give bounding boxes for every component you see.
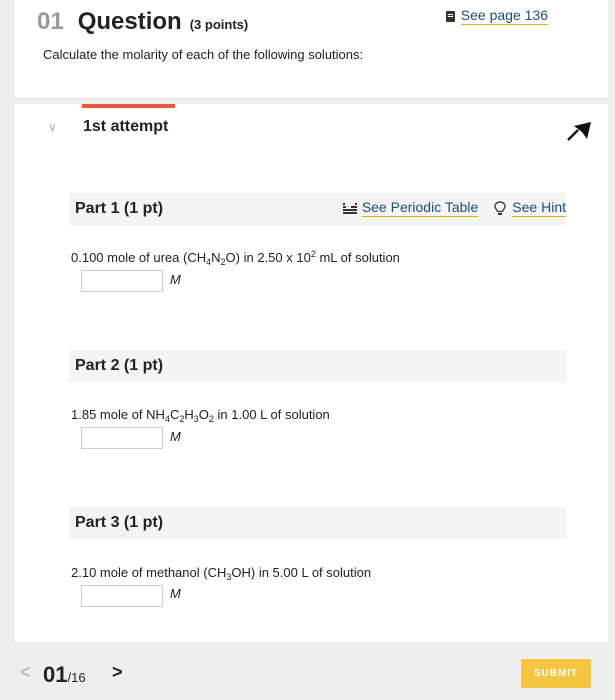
part-1-answer-input[interactable] bbox=[81, 270, 163, 292]
book-icon bbox=[446, 11, 455, 22]
subscript: 3 bbox=[193, 414, 199, 424]
problem-text: 1.85 mole of NH bbox=[71, 407, 165, 422]
part-1-links bbox=[343, 199, 566, 217]
subscript: 4 bbox=[164, 414, 170, 424]
subscript: 2 bbox=[208, 414, 214, 424]
question-word: Question bbox=[77, 8, 182, 35]
chevron-right-icon[interactable]: > bbox=[112, 662, 123, 682]
periodic-table-icon bbox=[343, 202, 357, 214]
subscript: 2 bbox=[179, 414, 185, 424]
question-prompt: Calculate the molarity of each of the following solutions: bbox=[43, 47, 364, 62]
see-hint-link[interactable]: See Hint bbox=[512, 199, 566, 215]
attempt-tab-indicator bbox=[82, 104, 175, 108]
superscript: 2 bbox=[310, 249, 316, 259]
part-2-answer-input[interactable] bbox=[81, 427, 163, 449]
part-2-title: Part 2 (1 pt) bbox=[75, 357, 164, 374]
question-number: 01 bbox=[37, 8, 64, 35]
see-page-label: See page 136 bbox=[460, 7, 548, 23]
part-2-problem bbox=[71, 407, 330, 422]
subscript: 4 bbox=[206, 257, 212, 267]
part-3-title: Part 3 (1 pt) bbox=[75, 514, 164, 531]
problem-text: O bbox=[198, 407, 209, 422]
part-1-header bbox=[69, 193, 566, 225]
problem-text: OH) in 5.00 L of solution bbox=[231, 565, 372, 580]
part-2-unit: M bbox=[170, 429, 181, 444]
submit-button[interactable]: SUBMIT bbox=[521, 659, 591, 688]
part-1-title: Part 1 (1 pt) bbox=[75, 200, 164, 217]
total-questions: /16 bbox=[67, 670, 86, 685]
part-3-header bbox=[69, 507, 566, 539]
part-3-answer-input[interactable] bbox=[81, 585, 163, 607]
question-heading bbox=[37, 8, 248, 36]
subscript: 3 bbox=[226, 572, 232, 582]
subscript: 2 bbox=[220, 257, 226, 267]
part-3-unit: M bbox=[170, 586, 181, 601]
problem-text: O) in 2.50 x 10 bbox=[225, 250, 311, 265]
problem-text: 0.100 mole of urea (CH bbox=[71, 250, 207, 265]
part-1-unit: M bbox=[170, 272, 181, 287]
chevron-down-icon[interactable]: ∨ bbox=[48, 120, 57, 134]
problem-text: N bbox=[211, 250, 221, 265]
chevron-left-icon[interactable]: < bbox=[20, 662, 31, 682]
part-2-header bbox=[69, 350, 566, 382]
attempt-card bbox=[15, 104, 608, 642]
problem-text: in 1.00 L of solution bbox=[213, 407, 330, 422]
see-periodic-table-link[interactable]: See Periodic Table bbox=[361, 199, 479, 215]
problem-text: C bbox=[169, 407, 180, 422]
lightbulb-icon bbox=[494, 201, 506, 216]
question-counter bbox=[43, 662, 86, 688]
pin-icon[interactable] bbox=[567, 120, 593, 142]
problem-text: mL of solution bbox=[315, 250, 400, 265]
part-1-problem bbox=[71, 250, 400, 265]
problem-text: H bbox=[184, 407, 194, 422]
current-question: 01 bbox=[43, 662, 68, 687]
see-page-link[interactable] bbox=[446, 7, 548, 25]
question-points: (3 points) bbox=[189, 17, 249, 32]
problem-text: 2.10 mole of methanol (CH bbox=[71, 565, 227, 580]
part-3-problem bbox=[71, 565, 371, 580]
attempt-label[interactable]: 1st attempt bbox=[83, 118, 169, 135]
question-header-card bbox=[15, 0, 608, 97]
